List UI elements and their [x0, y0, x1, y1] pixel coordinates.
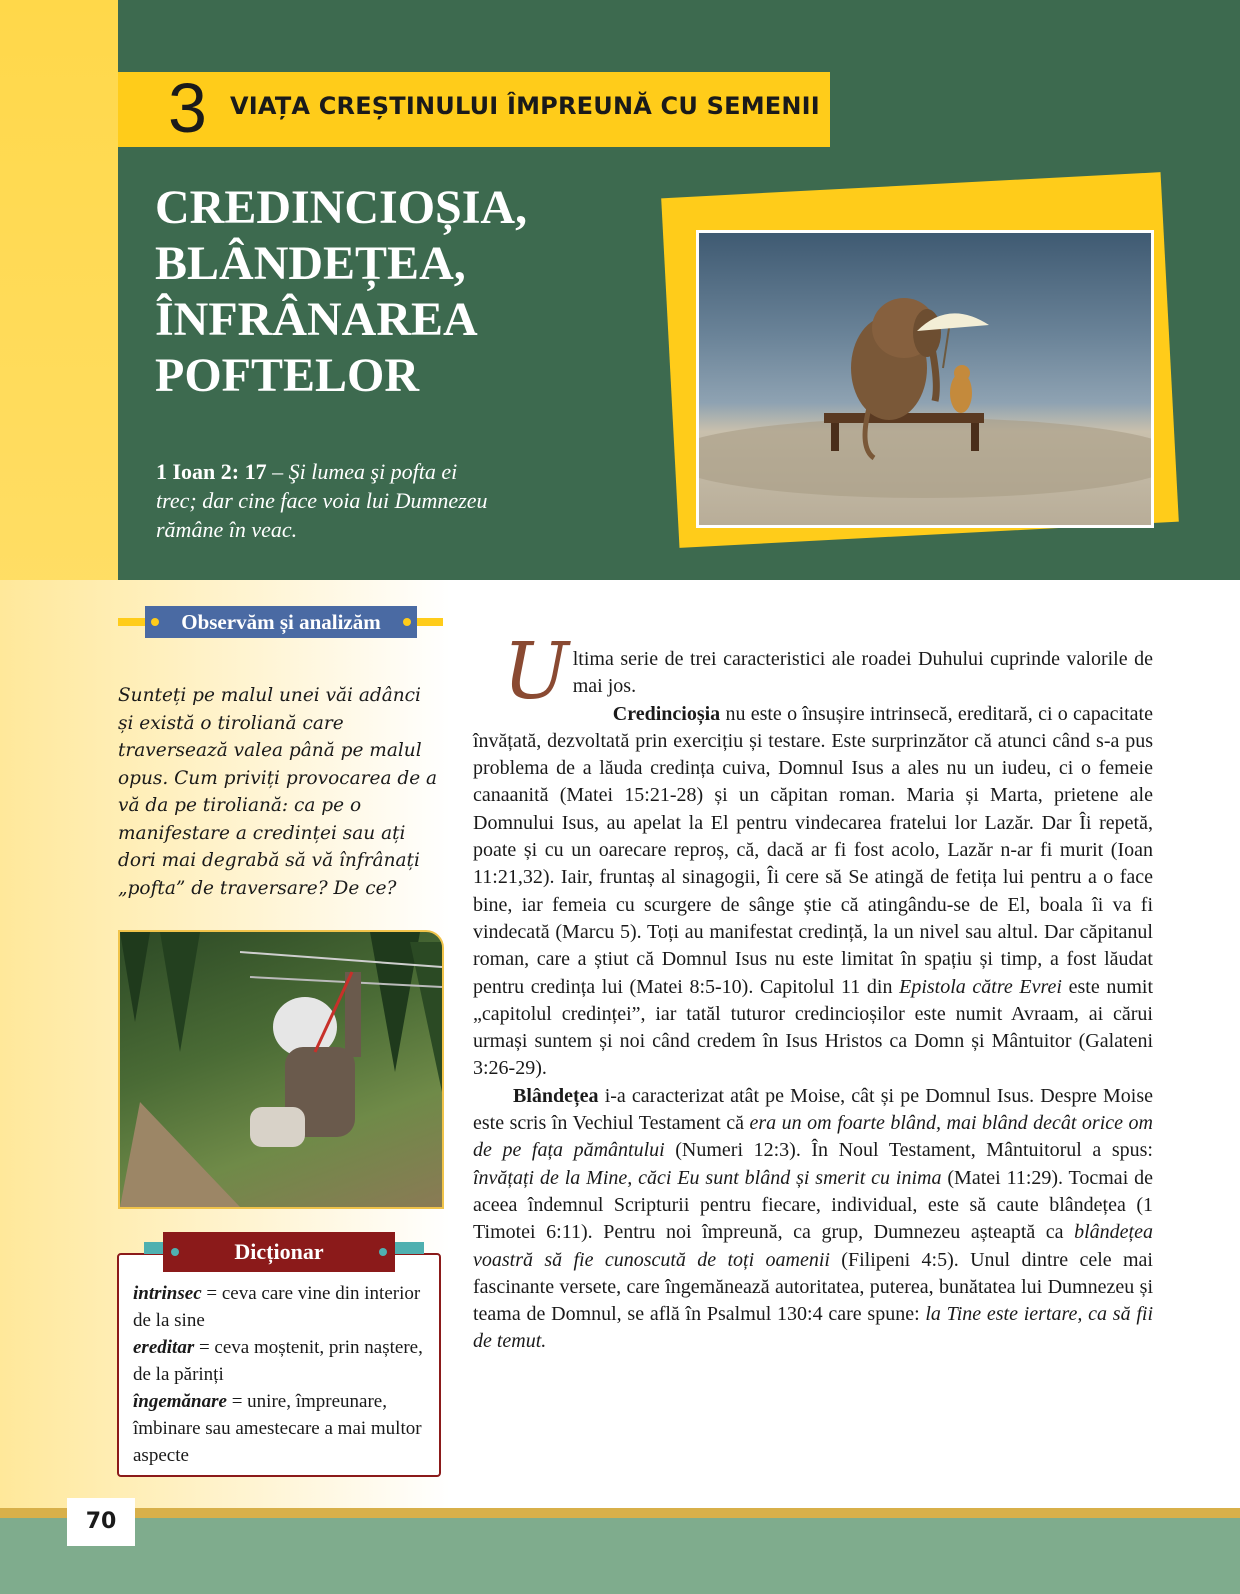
quote: blândețea voastră să fie cunoscută de toți oamenii	[473, 1221, 1153, 1271]
paragraph-text: (Matei 11:29). Tocmai de aceea îndemnul Scripturii pentru fiecare, individual, este să caute blândețea (1 Timotei 6:11). Pentru noi împreună, ca grup, Dumnezeu așteaptă ca	[473, 1166, 1154, 1244]
observe-heading-text: Observăm și analizăm	[181, 610, 381, 634]
bullet-dot-icon	[379, 1248, 387, 1256]
dictionary-definition: = ceva care vine din interior de la sine	[133, 1283, 421, 1331]
quote: era un om foarte blând, mai blând decât orice om de pe fața pământului	[473, 1112, 1153, 1162]
dictionary-entry	[133, 1334, 433, 1388]
bullet-dot-icon	[151, 618, 159, 626]
lesson-title-line: BLÂNDEȚEA,	[155, 237, 466, 290]
dictionary-definition: = ceva moștenit, prin naștere, de la părinți	[133, 1337, 423, 1385]
term-blandetea: Blândețea	[513, 1084, 599, 1107]
quote: la Tine este iertare, ca să fii de temut.	[473, 1303, 1153, 1353]
book-title: Epistola către Evrei	[899, 975, 1062, 998]
verse-text: – Şi lumea şi pofta ei trec; dar cine face voia lui Dumnezeu rămâne în veac.	[156, 459, 488, 542]
lesson-title-line: CREDINCIOȘIA,	[155, 181, 528, 234]
bullet-dot-icon	[171, 1248, 179, 1256]
paragraph-credinciosia	[473, 701, 1153, 1083]
paragraph-text: (Filipeni 4:5). Unul dintre cele mai fascinante versete, care îngemănează autoritatea, puterea, bunătatea lui Dumnezeu și teama de Domnul, se află în Psalmul 130:4 care spune:	[473, 1248, 1153, 1326]
observe-question: Sunteți pe malul unei văi adânci și există o tiroliană care traversează valea până pe malul opus. Cum priviți provocarea de a vă da pe tiroliană: ca pe o manifestare a credinței sau ați dori mai degrabă să vă înfrânați „pofta” de traversare? De ce?	[118, 685, 438, 899]
lesson-title	[155, 180, 527, 404]
verse-reference: 1 Ioan 2: 17	[156, 459, 267, 484]
lesson-title-line: POFTELOR	[155, 349, 420, 402]
intro-text: ltima serie de trei caracteristici ale roadei Duhului cuprinde valorile de mai jos.	[572, 648, 1153, 698]
dictionary-entry	[133, 1280, 433, 1334]
zipline-photo	[118, 930, 444, 1209]
term-credinciosia: Credincioșia	[612, 702, 721, 725]
zipline-illustration	[120, 932, 442, 1207]
elephant-dog-photo	[696, 230, 1154, 528]
dictionary-term: ereditar	[133, 1337, 195, 1358]
dictionary-entry	[133, 1388, 433, 1469]
dictionary-list	[133, 1280, 433, 1469]
chapter-number: 3	[168, 69, 207, 147]
paragraph-text: (Numeri 12:3). În Noul Testament, Mântuitorul a spus:	[664, 1139, 1153, 1162]
page-number: 70	[67, 1498, 135, 1546]
dictionary-term: intrinsec	[133, 1283, 202, 1304]
key-verse	[156, 457, 496, 544]
dictionary-heading-text: Dicționar	[234, 1239, 324, 1264]
elephant-dog-illustration	[699, 233, 1151, 525]
main-text	[473, 627, 1154, 1356]
paragraph-text: este numit „capitolul credinței”, iar tatăl tuturor credincioșilor este numit Avraam, ai cărui urmași suntem și noi când credem în Isus Hristos ca Domn și Mântuitor (Galateni 3:26-29).	[473, 975, 1153, 1080]
observe-heading	[145, 606, 417, 638]
footer-rule	[0, 1508, 1240, 1518]
paragraph-text: nu este o însușire intrinsecă, ereditară, ci o capacitate învățată, dezvoltată prin exercițiu și testare. Este surprinzător că atunci când s-a pus problema de a lăuda credința cuiva, Domnul Isus a ales nu un iudeu, ci o femeie canaanită (Matei 15:21-28) și un căpitan roman. Maria și Marta, prietene ale Domnului Isus, au apelat la El pentru vindecarea fratelui lor Lazăr. Dar Îi repetă, poate și cu un oarecare reproș, că, dacă ar fi fost acolo, Lazăr n-ar fi murit (Ioan 11:21,32). Iair, fruntaș al sinagogii, Îi cere să Se atingă de fetița lui pentru a o face bine, iar femeia cu scurgere de sânge știe că atingându-se de El, boala îi va fi vindecată (Marcu 5). Toți au manifestat credință, la un nivel sau altul. Dar căpitanul roman, care a știut că Domnul Isus nu este limitat în spațiu și timp, a fost lăudat pentru credința lui (Matei 8:5-10). Capitolul 11 din	[473, 702, 1153, 998]
drop-cap: U	[503, 627, 569, 717]
dictionary-term: îngemănare	[133, 1391, 227, 1412]
footer-band	[0, 1518, 1240, 1594]
lesson-title-line: ÎNFRÂNAREA	[155, 293, 478, 346]
paragraph-blandetea	[473, 1083, 1153, 1356]
paragraph-text: i-a caracterizat atât pe Moise, cât și pe Domnul Isus. Despre Moise este scris în Vechiul Testament că	[473, 1084, 1153, 1135]
dictionary-definition: = unire, împreunare, îmbinare sau amestecare a mai multor aspecte	[133, 1391, 422, 1466]
bullet-dot-icon	[403, 618, 411, 626]
quote: învățați de la Mine, căci Eu sunt blând și smerit cu inima	[473, 1166, 942, 1189]
dictionary-heading	[163, 1232, 395, 1272]
chapter-title: VIAȚA CREȘTINULUI ÎMPREUNĂ CU SEMENII	[230, 92, 820, 120]
